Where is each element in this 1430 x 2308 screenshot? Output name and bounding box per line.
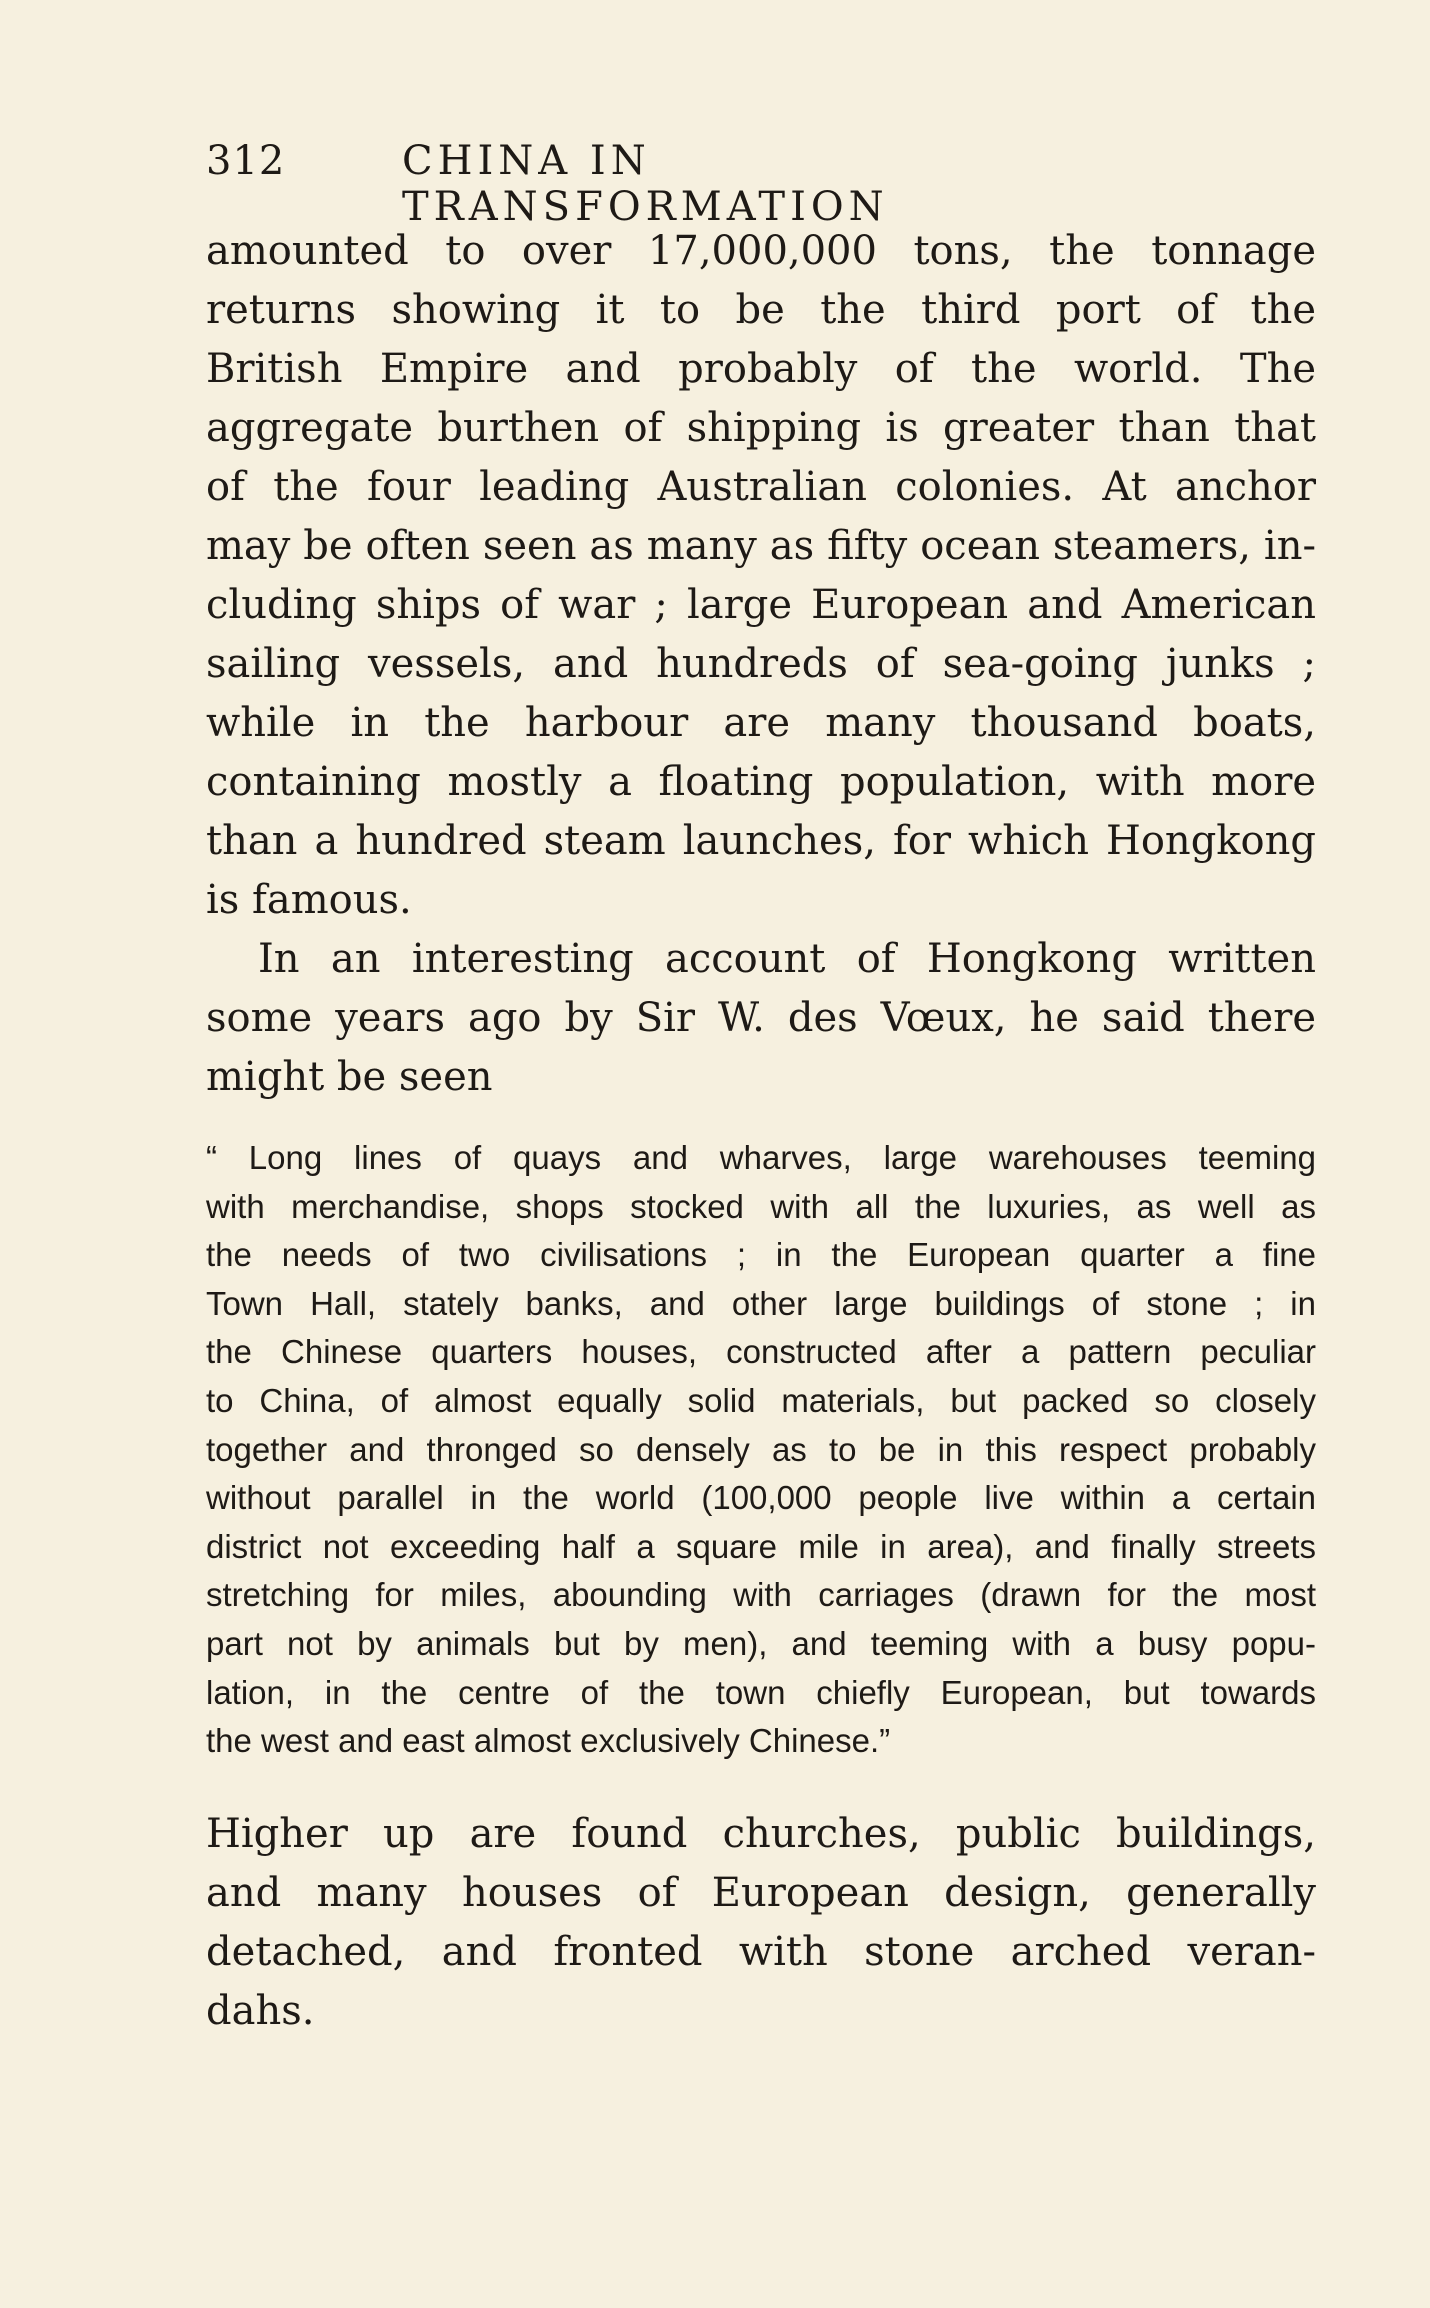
text-line: returns showing it to be the third port of the [206, 287, 1316, 333]
text-line: and many houses of European design, generally [206, 1870, 1316, 1916]
text-line: might be seen [206, 1054, 493, 1100]
text-line: amounted to over 17,000,000 tons, the tonnage [206, 228, 1316, 274]
text-line: some years ago by Sir W. des Vœux, he said there [206, 995, 1316, 1041]
text-line: while in the harbour are many thousand boats, [206, 700, 1316, 746]
text-line: containing mostly a floating population, with more [206, 759, 1316, 805]
text-line: British Empire and probably of the world. The [206, 346, 1316, 392]
quote-line: stretching for miles, abounding with carriages (drawn for the most [206, 1576, 1316, 1614]
text-line: cluding ships of war ; large European and American [206, 582, 1316, 628]
quote-line: Town Hall, stately banks, and other large buildings of stone ; in [206, 1284, 1316, 1322]
quote-line: “ Long lines of quays and wharves, large warehouses teeming [206, 1139, 1316, 1176]
text-line: of the four leading Australian colonies. At anchor [206, 464, 1316, 510]
quote-line: with merchandise, shops stocked with all the luxuries, as well as [206, 1187, 1316, 1225]
text-line: sailing vessels, and hundreds of sea-going junks ; [206, 641, 1316, 687]
text-line: than a hundred steam launches, for which Hongkong [206, 818, 1316, 864]
page-number: 312 [206, 138, 286, 184]
quote-line: lation, in the centre of the town chiefly European, but towards [206, 1673, 1316, 1711]
text-line: Higher up are found churches, public buildings, [206, 1811, 1316, 1857]
text-line: may be often seen as many as fifty ocean steamers, in- [206, 523, 1316, 569]
quote-line: the needs of two civilisations ; in the European quarter a fine [206, 1236, 1316, 1274]
quote-line: to China, of almost equally solid materials, but packed so closely [206, 1381, 1316, 1419]
quote-line: the Chinese quarters houses, constructed after a pattern peculiar [206, 1333, 1316, 1371]
quote-line: district not exceeding half a square mile in area), and finally streets [206, 1527, 1316, 1565]
text-line: In an interesting account of Hongkong written [258, 936, 1316, 982]
running-title: CHINA IN TRANSFORMATION [402, 138, 889, 230]
quote-line: the west and east almost exclusively Chinese.” [206, 1722, 891, 1760]
text-line: dahs. [206, 1988, 315, 2034]
quote-line: together and thronged so densely as to be in this respect probably [206, 1430, 1316, 1468]
paragraph-1 [206, 222, 1316, 930]
quote-line: part not by animals but by men), and teeming with a busy popu- [206, 1624, 1316, 1662]
paragraph-2 [206, 930, 1316, 1107]
text-line: aggregate burthen of shipping is greater than that [206, 405, 1316, 451]
paragraph-3 [206, 1805, 1316, 2041]
block-quotation [206, 1134, 1316, 1766]
text-line: is famous. [206, 877, 412, 923]
text-line: detached, and fronted with stone arched veran- [206, 1929, 1316, 1975]
running-head [206, 138, 1134, 230]
quote-line: without parallel in the world (100,000 people live within a certain [206, 1479, 1316, 1517]
